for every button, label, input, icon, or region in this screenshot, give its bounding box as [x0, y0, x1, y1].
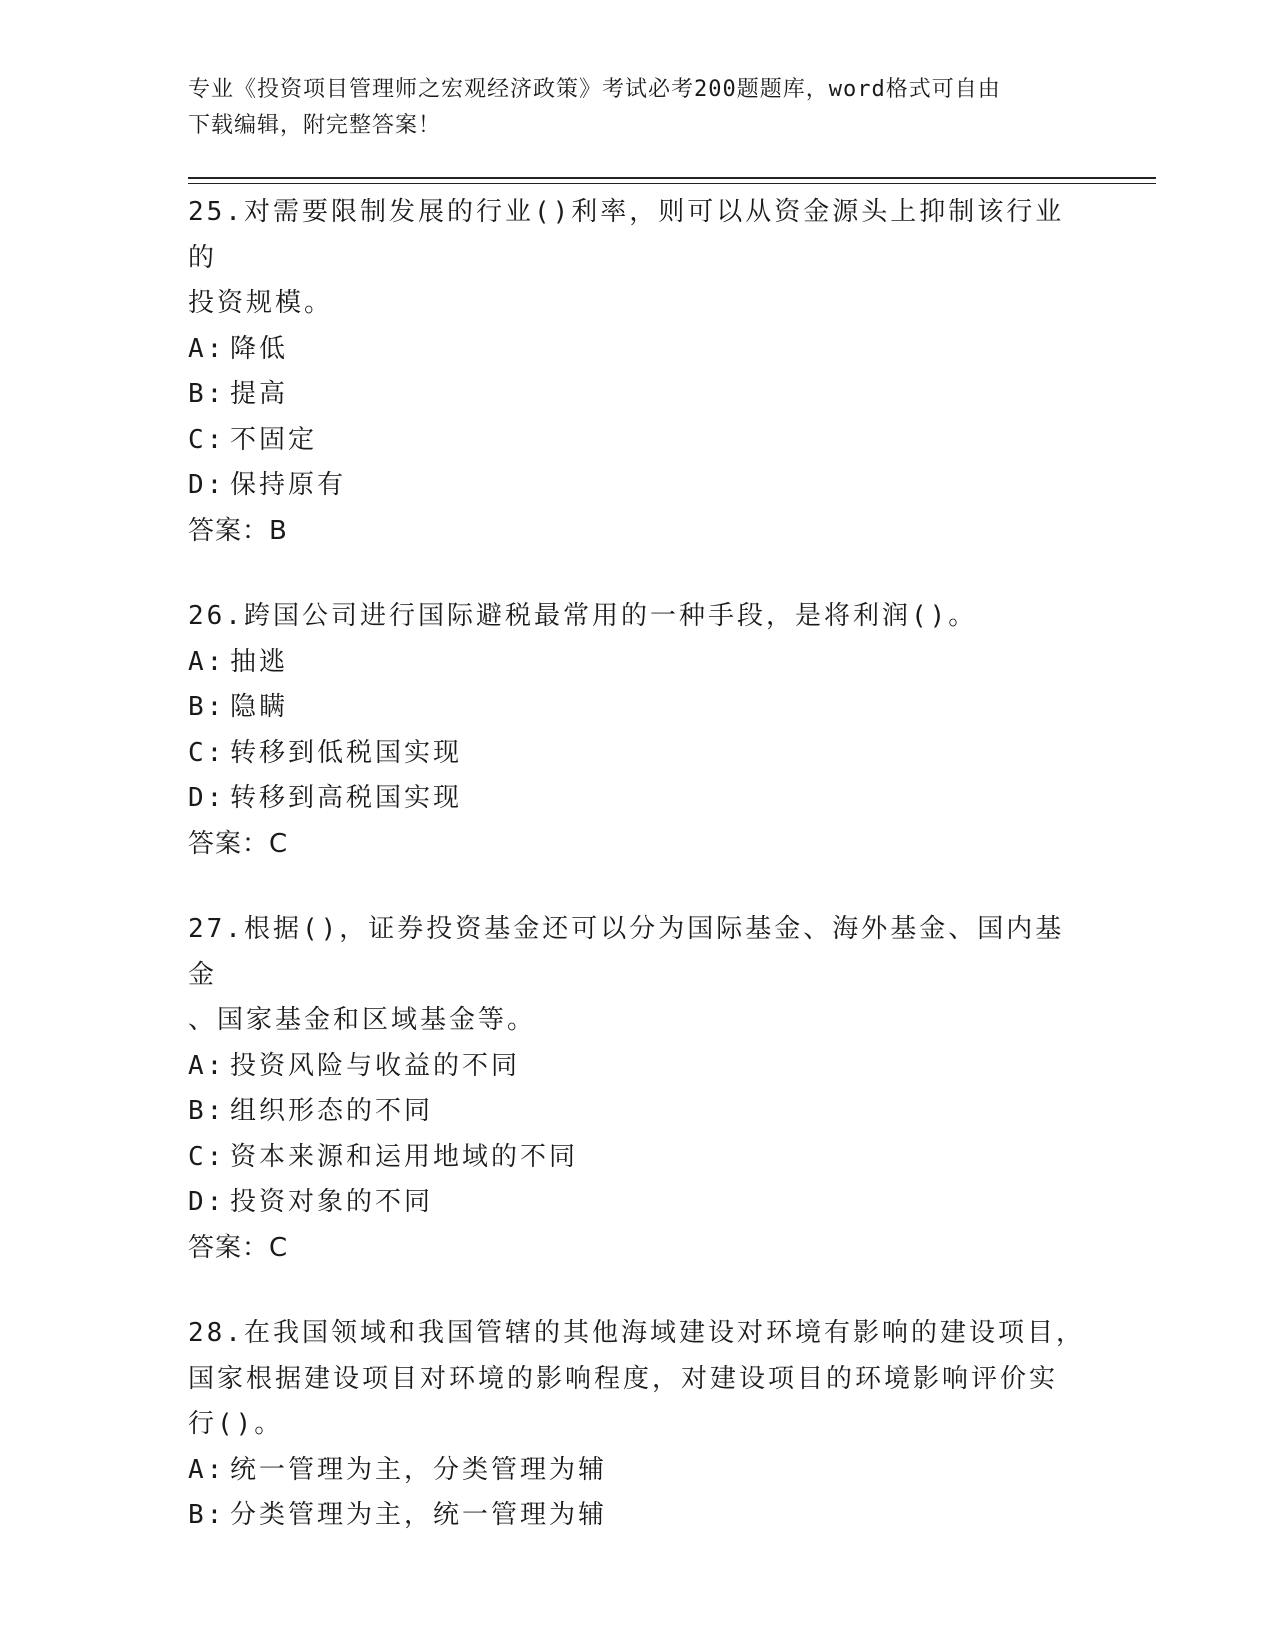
option-a	[188, 1044, 1088, 1090]
option-text: 转移到低税国实现	[230, 737, 463, 768]
option-b	[188, 1493, 1088, 1539]
question-stem-line: 28.在我国领域和我国管辖的其他海域建设对环境有影响的建设项目，	[188, 1318, 1085, 1348]
question-stem-line: 27.根据()，证券投资基金还可以分为国际基金、海外基金、国内基金	[188, 914, 1065, 990]
option-text: 转移到高税国实现	[230, 783, 463, 813]
option-letter: B:	[188, 1096, 226, 1126]
option-text: 组织形态的不同	[230, 1096, 434, 1126]
question-26	[188, 594, 1088, 867]
option-letter: B:	[188, 1500, 226, 1530]
option-c	[188, 1135, 1088, 1181]
option-text: 抽逃	[230, 646, 289, 677]
option-d	[188, 776, 1088, 822]
option-letter: B:	[188, 379, 226, 409]
question-list	[188, 190, 1088, 1579]
option-letter: C:	[188, 737, 226, 768]
option-letter: A:	[188, 333, 226, 364]
option-d	[188, 463, 1088, 509]
option-letter: A:	[188, 1050, 226, 1081]
option-a	[188, 1448, 1088, 1494]
option-a	[188, 640, 1088, 686]
option-text: 投资对象的不同	[230, 1187, 434, 1217]
option-letter: D:	[188, 1187, 226, 1217]
header-line-2: 下载编辑，附完整答案！	[188, 113, 442, 138]
option-b	[188, 372, 1088, 418]
option-c	[188, 731, 1088, 777]
option-d	[188, 1180, 1088, 1226]
question-stem-line: 国家根据建设项目对环境的影响程度，对建设项目的环境影响评价实	[188, 1363, 1059, 1394]
question-27	[188, 907, 1088, 1271]
answer-line: 答案：C	[188, 828, 289, 859]
header-line-1: 专业《投资项目管理师之宏观经济政策》考试必考200题题库，word格式可自由	[188, 77, 1001, 102]
option-letter: B:	[188, 692, 226, 722]
option-text: 分类管理为主，统一管理为辅	[230, 1500, 608, 1530]
question-28	[188, 1311, 1088, 1539]
option-letter: C:	[188, 424, 226, 455]
option-letter: D:	[188, 470, 226, 500]
option-text: 隐瞒	[230, 692, 289, 722]
option-letter: D:	[188, 783, 226, 813]
question-stem-line: 26.跨国公司进行国际避税最常用的一种手段，是将利润()。	[188, 601, 978, 631]
option-text: 统一管理为主，分类管理为辅	[230, 1454, 608, 1485]
option-a	[188, 327, 1088, 373]
option-text: 提高	[230, 379, 289, 409]
option-letter: A:	[188, 1454, 226, 1485]
option-c	[188, 418, 1088, 464]
option-b	[188, 685, 1088, 731]
option-text: 不固定	[230, 424, 318, 455]
question-stem-line: 投资规模。	[188, 288, 334, 318]
answer-line: 答案：B	[188, 515, 288, 546]
option-text: 降低	[230, 333, 289, 364]
option-text: 投资风险与收益的不同	[230, 1050, 521, 1081]
option-b	[188, 1089, 1088, 1135]
option-letter: A:	[188, 646, 226, 677]
question-stem-line: 25.对需要限制发展的行业()利率，则可以从资金源头上抑制该行业的	[188, 197, 1065, 273]
question-stem-line: 、国家基金和区域基金等。	[188, 1005, 537, 1035]
question-25	[188, 190, 1088, 554]
option-text: 保持原有	[230, 470, 347, 500]
option-letter: C:	[188, 1141, 226, 1172]
answer-line: 答案：C	[188, 1232, 289, 1263]
document-header	[188, 72, 1088, 144]
question-stem-line: 行()。	[188, 1409, 284, 1439]
header-divider-thin	[188, 183, 1156, 184]
header-divider-thick	[188, 177, 1156, 179]
option-text: 资本来源和运用地域的不同	[230, 1141, 579, 1172]
